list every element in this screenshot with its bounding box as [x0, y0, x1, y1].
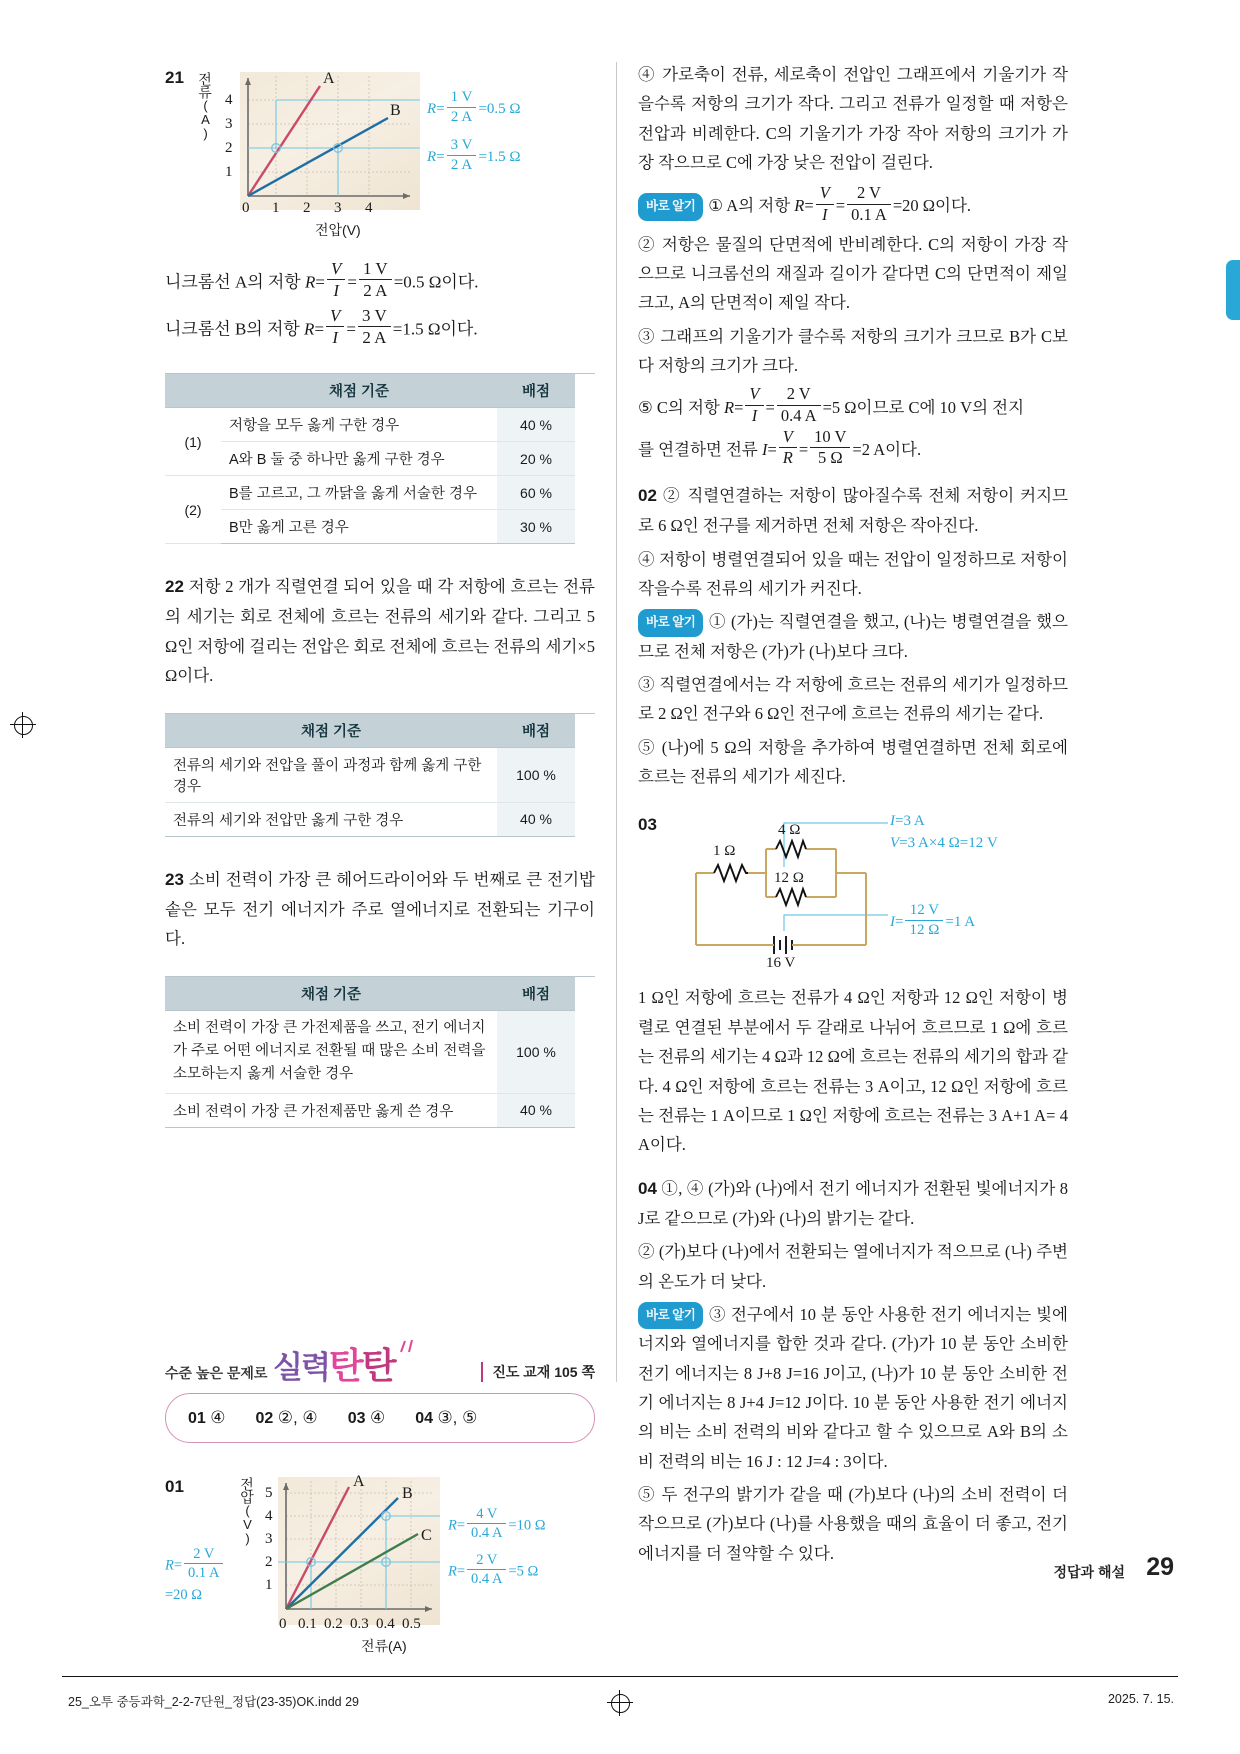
q04-b3-line: [638, 1300, 1068, 1476]
graph21-series-a-label: A: [323, 70, 335, 87]
answer-item-01: [188, 1408, 226, 1428]
column-divider: [616, 62, 617, 1382]
circuit-label-r4: 4 Ω: [778, 822, 801, 839]
table-row: [165, 802, 575, 836]
q21-group-1: (1): [165, 408, 221, 476]
graph01-xtick-03: 0.3: [350, 1615, 369, 1632]
graph01-xtick-05: 0.5: [402, 1615, 421, 1632]
right-p5-suffix: =5 Ω이므로 C에 10 V의 전지: [822, 397, 1025, 417]
graph01-xtick-01: 0.1: [298, 1615, 317, 1632]
q23-score-table: [165, 977, 575, 1128]
q22-score-table-wrap: [165, 713, 595, 837]
silryeok-logo-part2: 탄: [328, 1344, 362, 1386]
question-22-block: [165, 572, 595, 690]
right-p2: ② 저항은 물질의 단면적에 반비례한다. C의 저항이 가장 작으므로 니크롬선의 재질과 길이가 같다면 C의 단면적이 제일 크고, A의 단면적이 제일 작다.: [638, 234, 1068, 313]
page-section-label: 정답과 해설: [1053, 1564, 1125, 1580]
sparkle-icon: [397, 1339, 423, 1355]
q03-circuit-block: [638, 805, 1068, 977]
q03-text: 1 Ω인 저항에 흐르는 전류가 4 Ω인 저항과 12 Ω인 저항이 병렬로 연결된 부분에서 두 갈래로 나뉘어 흐르므로 1 Ω에 흐르는 전류의 세기는 4 Ω과 12 Ω에 흐르는 전류의 세기의 합과 같다. 4 Ω인 저항에 흐르는 전류는 3 A이고, 12 Ω인 저항에 흐르는 전류는 1 A이므로 1 Ω인 저항에 흐르는 전류는 3 A+1 A= 4 A이다.: [638, 988, 1068, 1155]
q21-formula-a-suffix: =0.5 Ω이다.: [393, 272, 479, 292]
footer-rule: [62, 1676, 1178, 1677]
circuit-svg: [638, 805, 1068, 977]
answer-item-03: [348, 1408, 386, 1428]
table-header-row: [165, 977, 575, 1011]
silryeok-logo-part1: 실력: [273, 1349, 329, 1385]
q22-points-2: 40 %: [497, 802, 575, 836]
graph21-annotation-a: R= $\frac{1 V}{2 A}$ =0.5 Ω: [427, 89, 521, 125]
q21-th-points: 배점: [497, 374, 575, 408]
graph21-ytick-1: 1: [225, 164, 233, 180]
graph01-xtick-0: 0: [279, 1615, 287, 1632]
graph01-annotation-a: R= $\frac{2 V}{0.1 A}$ =20 Ω: [165, 1545, 225, 1606]
q21-formula-a: 니크롬선 A의 저항 R= $\frac{V}{I}$ = $\frac{1 V}{2 A}$ =0.5 Ω이다.: [165, 259, 479, 301]
answer-val-02: ②, ④: [277, 1407, 318, 1427]
question-22-number: 22: [165, 577, 184, 597]
graph01-annotation-a-result: =20 Ω: [165, 1587, 203, 1604]
right-p4: ④ 가로축이 전류, 세로축이 전압인 그래프에서 기울기가 작을수록 저항의 크기가 작다. 그리고 전류가 일정할 때 저항은 전압과 비례한다. C의 기울기가 가장 작아 저항의 크기가 가장 작으므로 C에 가장 낮은 전압이 걸린다.: [638, 65, 1068, 173]
q23-th-criterion: 채점 기준: [165, 977, 497, 1011]
q22-th-criterion: 채점 기준: [165, 714, 497, 748]
graph01-ytick-5: 5: [265, 1484, 273, 1501]
answer-no-03: 03: [347, 1409, 366, 1427]
q21-th-group: [165, 374, 221, 408]
graph01-svg: [278, 1477, 440, 1625]
right-p5-math: ⑤ C의 저항 R= $\frac{V}{I}$ = $\frac{2 V}{0.4 A}$ =5 Ω이므로 C에 10 V의 전지: [638, 384, 1025, 426]
table-header-row: [165, 374, 575, 408]
q04-p1-line: [638, 1174, 1068, 1234]
answer-val-01: ④: [210, 1407, 226, 1427]
q22-paragraph: [165, 572, 595, 690]
registration-mark-left: [10, 712, 36, 738]
graph01-ytick-2: 2: [265, 1553, 273, 1570]
baro-algi-badge-2: 바로 알기: [638, 609, 703, 636]
q02-p2: ② 직렬연결하는 저항이 많아질수록 전체 저항이 커지므로 6 Ω인 전구를 제거하면 전체 저항은 작아진다.: [638, 485, 1068, 536]
table-header-row: [165, 714, 575, 748]
circuit-label-battery: 16 V: [766, 955, 796, 972]
q04-p1: ①, ④ (가)와 (나)에서 전기 에너지가 전환된 빛에너지가 8 J로 같으므로 (가)와 (나)의 밝기는 같다.: [638, 1178, 1068, 1228]
right-p5b-prefix: 를 연결하면 전류: [638, 439, 762, 459]
graph21-xtick-0: 0: [242, 200, 250, 216]
table-row: [165, 476, 575, 510]
silryeok-section: [165, 1343, 595, 1443]
graph01-ytick-4: 4: [265, 1507, 273, 1524]
q04-b3: ③ 전구에서 10 분 동안 사용한 전기 에너지는 빛에너지와 열에너지를 합한 것과 같다. (가)가 10 분 동안 소비한 전기 에너지는 8 J+8 J=16 J이고, (나)가 10 분 동안 소비한 전기 에너지는 8 J+4 J=12 J이다. 10 분 동안 사용한 전기 에너지의 비는 소비 전력의 비와 같다고 할 수 있으므로 A와 B의 소비 전력의 비는 16 J : 12 J=4 : 3이다.: [638, 1304, 1068, 1471]
circuit-annotation-current: I=3 A: [890, 813, 925, 830]
graph21-xtick-1: 1: [272, 200, 280, 216]
q21-points-2: 20 %: [497, 442, 575, 476]
q21-criterion-4: B만 옳게 고른 경우: [221, 510, 497, 544]
question-02-number: 02: [638, 485, 657, 505]
graph01-ytick-3: 3: [265, 1530, 273, 1547]
answer-item-04: [415, 1408, 477, 1428]
graph21-xlabel: 전압(V): [315, 222, 361, 238]
table-row: [165, 442, 575, 476]
question-23-block: [165, 865, 595, 954]
table-row: [165, 747, 575, 802]
question-03-number: 03: [638, 815, 657, 835]
q21-criterion-1: 저항을 모두 옳게 구한 경우: [221, 408, 497, 442]
baro-algi-badge-1: 바로 알기: [638, 193, 703, 220]
q21-points-3: 60 %: [497, 476, 575, 510]
q21-th-criterion: 채점 기준: [221, 374, 497, 408]
q23-th-points: 배점: [497, 977, 575, 1011]
q21-group-2: (2): [165, 476, 221, 544]
table-row: [165, 1010, 575, 1093]
answer-item-02: [256, 1408, 318, 1428]
q23-criterion-1: 소비 전력이 가장 큰 가전제품을 쓰고, 전기 에너지가 주로 어떤 에너지로 전환될 때 많은 소비 전력을 소모하는지 옳게 서술한 경우: [165, 1010, 497, 1093]
question-21-graph-block: [165, 60, 595, 248]
graph21-annotation-b: R= $\frac{3 V}{2 A}$ =1.5 Ω: [427, 137, 521, 173]
circuit-label-r1: 1 Ω: [713, 843, 736, 860]
q22-th-points: 배점: [497, 714, 575, 748]
q22-points-1: 100 %: [497, 747, 575, 802]
q23-score-table-wrap: [165, 976, 595, 1128]
right-p1-math: ① A의 저항 R= $\frac{V}{I}$ = $\frac{2 V}{0.1 A}$ =20 Ω이다.: [708, 183, 972, 225]
circuit-annotation-branch-current: I= $\frac{12 V}{12 \Omega}$ =1 A: [890, 902, 976, 939]
page-number: 29: [1146, 1553, 1174, 1581]
graph01-series-a-label: A: [353, 1472, 365, 1490]
footer-date: 2025. 7. 15.: [1107, 1692, 1174, 1706]
q04-p2: ② (가)보다 (나)에서 전환되는 열에너지가 적으므로 (나) 주변의 온도가 더 낮다.: [638, 1242, 1068, 1291]
circuit-label-r12: 12 Ω: [774, 870, 804, 887]
graph21-xtick-2: 2: [303, 200, 311, 216]
q02-b5: ⑤ (나)에 5 Ω의 저항을 추가하여 병렬연결하면 전체 회로에 흐르는 전류의 세기가 세진다.: [638, 737, 1068, 787]
q02-b3: ③ 직렬연결에서는 각 저항에 흐르는 전류의 세기가 일정하므로 2 Ω인 전구와 6 Ω인 전구에 흐르는 전류의 세기는 같다.: [638, 675, 1068, 724]
answer-val-04: ③, ⑤: [437, 1407, 478, 1427]
q21-score-table-wrap: [165, 373, 595, 544]
q22-criterion-1: 전류의 세기와 전압을 풀이 과정과 함께 옳게 구한 경우: [165, 747, 497, 802]
q21-formula-a-prefix: 니크롬선 A의 저항: [165, 272, 305, 292]
right-p5-prefix: ⑤ C의 저항: [638, 397, 724, 417]
graph01-xtick-02: 0.2: [324, 1615, 343, 1632]
graph01-xlabel: 전류(A): [361, 1637, 407, 1654]
right-p5b-suffix: =2 A이다.: [852, 439, 922, 459]
graph01-ylabel: 전압(V): [239, 1476, 255, 1545]
q02-p2-line: [638, 481, 1068, 541]
q21-points-4: 30 %: [497, 510, 575, 544]
q21-points-1: 40 %: [497, 408, 575, 442]
silryeok-header: [165, 1343, 595, 1389]
graph21-series-b-label: B: [390, 102, 401, 119]
right-p3: ③ 그래프의 기울기가 클수록 저항의 크기가 크므로 B가 C보다 저항의 크기가 크다.: [638, 326, 1068, 376]
right-p1-prefix: ① A의 저항: [708, 196, 795, 216]
q23-paragraph: [165, 865, 595, 954]
graph21-ytick-3: 3: [225, 116, 233, 132]
answer-no-04: 04: [415, 1409, 433, 1427]
q02-b1-line: [638, 607, 1068, 666]
question-23-number: 23: [165, 869, 184, 889]
graph01-series-b-label: B: [402, 1484, 413, 1502]
question-04-number: 04: [638, 1178, 657, 1198]
q04-p5: ⑤ 두 전구의 밝기가 같을 때 (가)보다 (나)의 소비 전력이 더 작으므로 (가)보다 (나)를 사용했을 때의 효율이 더 좋고, 전기 에너지를 더 절약할 수 있다.: [638, 1485, 1068, 1563]
graph21-ytick-4: 4: [225, 92, 233, 108]
q02-p4: ④ 저항이 병렬연결되어 있을 때는 전압이 일정하므로 저항이 작을수록 전류의 세기가 커진다.: [638, 549, 1068, 598]
q21-criterion-3: B를 고르고, 그 까닭을 옳게 서술한 경우: [221, 476, 497, 510]
silryeok-answer-box: [165, 1393, 595, 1443]
page-edge-tab: [1226, 260, 1240, 320]
table-row: [165, 408, 575, 442]
graph01-annotation-b: R= $\frac{4 V}{0.4 A}$ =10 Ω: [448, 1505, 546, 1542]
registration-mark-bottom: [607, 1690, 633, 1716]
table-row: [165, 1093, 575, 1127]
right-p1-line: [638, 183, 1068, 225]
silryeok-logo-part3: 탄: [361, 1344, 395, 1386]
silryeok-subtitle: 수준 높은 문제로: [165, 1364, 268, 1381]
graph21-svg: [240, 72, 420, 210]
q21-formula-b-prefix: 니크롬선 B의 저항: [165, 319, 305, 339]
graph01-ytick-1: 1: [265, 1576, 273, 1593]
graph01-plot: [278, 1472, 440, 1625]
right-p1-suffix: =20 Ω이다.: [892, 196, 972, 216]
graph21-plot: [240, 72, 420, 210]
q22-criterion-2: 전류의 세기와 전압만 옳게 구한 경우: [165, 802, 497, 836]
question-21-number: 21: [165, 68, 184, 87]
graph21-ytick-2: 2: [225, 140, 233, 156]
q22-score-table: [165, 714, 575, 837]
answer-no-02: 02: [255, 1409, 274, 1427]
q21-formula-b: 니크롬선 B의 저항 R= $\frac{V}{I}$ = $\frac{3 V}{2 A}$ =1.5 Ω이다.: [165, 305, 478, 347]
table-row: [165, 510, 575, 544]
right-column: [638, 60, 1068, 1568]
graph01-annotation-c: R= $\frac{2 V}{0.4 A}$ =5 Ω: [448, 1551, 539, 1588]
answer-no-01: 01: [188, 1409, 206, 1427]
right-p5-line: [638, 384, 1068, 426]
silryeok-textbook-ref: 진도 교재 105 쪽: [481, 1362, 595, 1382]
s01-graph-block: [165, 1469, 595, 1699]
q23-criterion-2: 소비 전력이 가장 큰 가전제품만 옳게 쓴 경우: [165, 1093, 497, 1127]
graph21-xtick-3: 3: [334, 200, 342, 216]
graph01-series-c-label: C: [421, 1526, 432, 1544]
q21-criterion-2: A와 B 둘 중 하나만 옳게 구한 경우: [221, 442, 497, 476]
q02-b1: ① (가)는 직렬연결을 했고, (나)는 병렬연결을 했으므로 전체 저항은 (가)가 (나)보다 크다.: [638, 612, 1068, 661]
s01-number: 01: [165, 1476, 184, 1496]
q21-formula-b-suffix: =1.5 Ω이다.: [392, 319, 478, 339]
q23-points-1: 100 %: [497, 1010, 575, 1093]
q23-points-2: 40 %: [497, 1093, 575, 1127]
circuit-annotation-voltage: V=3 A×4 Ω=12 V: [890, 835, 998, 852]
answer-val-03: ④: [369, 1407, 386, 1427]
left-column: [165, 60, 595, 1699]
baro-algi-badge-3: 바로 알기: [638, 1302, 703, 1329]
graph21-xtick-4: 4: [365, 200, 373, 216]
graph01-xtick-04: 0.4: [376, 1615, 395, 1632]
right-p5b-line: [638, 427, 1068, 469]
silryeok-logo: [273, 1338, 394, 1389]
q22-text: 저항 2 개가 직렬연결 되어 있을 때 각 저항에 흐르는 전류의 세기는 회로 전체에 흐르는 전류의 세기와 같다. 그리고 5 Ω인 저항에 걸리는 전압은 회로 전체에 흐르는 전류의 세기×5 Ω이다.: [165, 577, 595, 686]
footer-file-name: 25_오투 중등과학_2-2-7단원_정답(23-35)OK.indd 29: [68, 1695, 360, 1709]
right-p5b-math: 를 연결하면 전류 I= $\frac{V}{R}$ = $\frac{10 V}{5 \Omega}$ =2 A이다.: [638, 426, 922, 468]
q21-score-table: [165, 374, 575, 544]
q23-text: 소비 전력이 가장 큰 헤어드라이어와 두 번째로 큰 전기밥솥은 모두 전기 에너지가 주로 열에너지로 전환되는 기구이다.: [165, 869, 595, 949]
graph21-ylabel: 전류(A): [197, 72, 213, 140]
